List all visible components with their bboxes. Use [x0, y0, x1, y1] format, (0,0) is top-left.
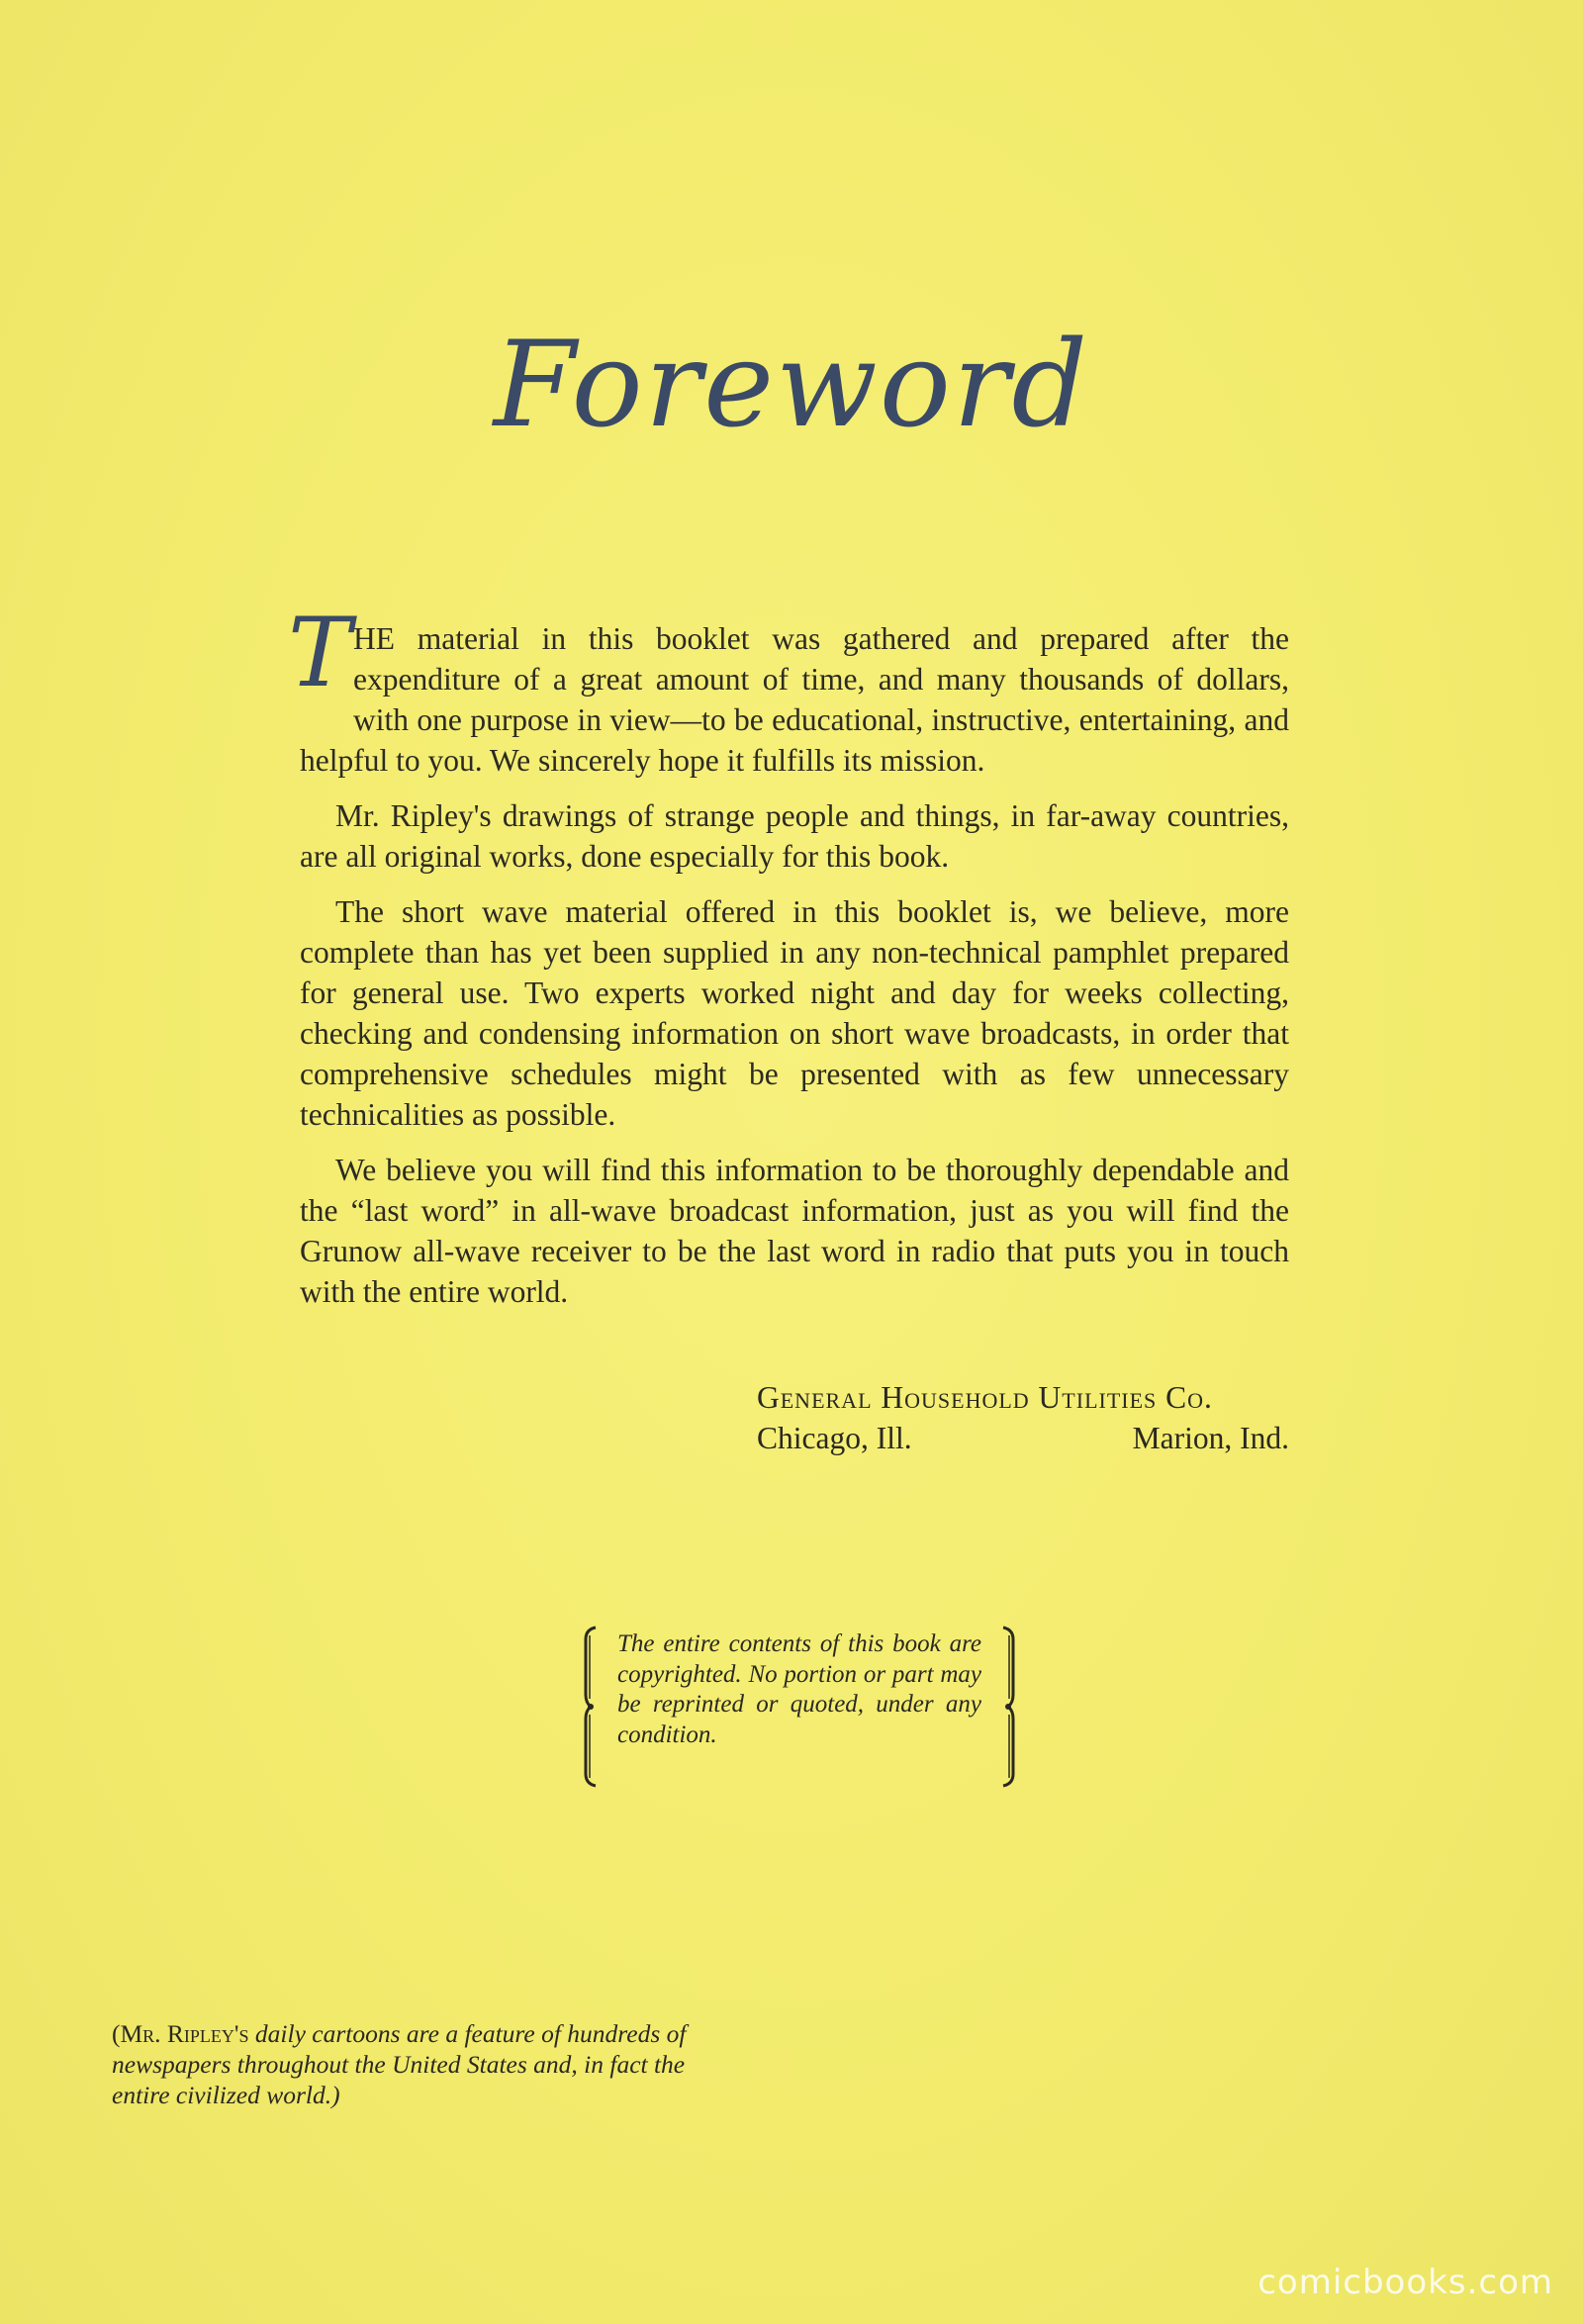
footnote-text: daily cartoons are a feature of hundreds of newspapers throughout the United States and, in fact the entire civilized world.)	[112, 2019, 687, 2109]
paragraph-3: The short wave material offered in this booklet is, we believe, more complete than has yet been supplied in any non-technical pamphlet prepared for general use. Two experts worked night and day for weeks collecting, checking and condensing information on short wave broadcasts, in order that comprehensive schedules might be presented with as few unnecessary technicalities as possible.	[300, 894, 1289, 1132]
paragraph-1-text: HE material in this booklet was gathered and prepared after the expenditure of a great amount of time, and many thousands of dollars, with one purpose in view—to be educational, instructive, entertaining, and helpful to you. We sincerely hope it fulfills its mission.	[300, 621, 1289, 778]
paragraph-2: Mr. Ripley's drawings of strange people and things, in far-away countries, are all original works, done especially for this book.	[300, 798, 1289, 874]
signature-block	[757, 1377, 1289, 1458]
company-name: General Household Utilities Co.	[757, 1380, 1213, 1415]
page-title: Foreword	[493, 317, 1090, 454]
left-ornamental-bracket-icon	[582, 1626, 600, 1788]
copyright-text: The entire contents of this book are copyrighted. No portion or part may be reprinted or quoted, under any condition.	[617, 1630, 981, 1748]
copyright-notice-box	[582, 1626, 1017, 1788]
paragraph-1	[288, 598, 1289, 781]
drop-cap: T	[288, 598, 352, 708]
city-marion: Marion, Ind.	[1132, 1421, 1289, 1455]
paragraph-4: We believe you will find this information to be thoroughly dependable and the “last word” in all-wave broadcast information, just as you will find the Grunow all-wave receiver to be the last word in radio that puts you in touch with the entire world.	[300, 1153, 1289, 1309]
footnote-name: (Mr. Ripley's	[112, 2019, 249, 2048]
city-chicago: Chicago, Ill.	[757, 1421, 912, 1455]
foreword-body	[288, 598, 1289, 1327]
right-ornamental-bracket-icon	[999, 1626, 1017, 1788]
site-watermark: comicbooks.com	[1257, 2263, 1553, 2302]
ripley-footnote	[112, 2018, 725, 2110]
company-locations	[757, 1418, 1289, 1458]
